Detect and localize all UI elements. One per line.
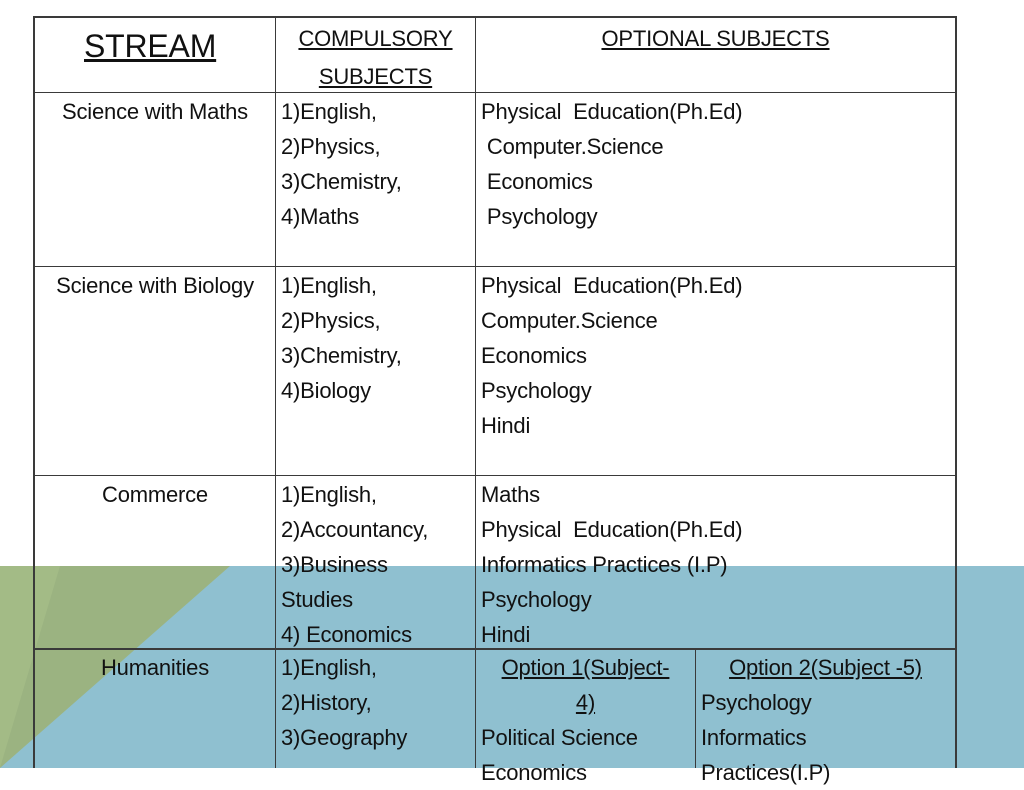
stream-humanities: Humanities xyxy=(100,655,210,680)
option2-item: Practices(I.P) xyxy=(701,760,831,785)
optional-item: Psychology xyxy=(481,587,592,612)
compulsory-item: 1)English, xyxy=(281,273,377,298)
optional-item: Physical Education(Ph.Ed) xyxy=(481,273,743,298)
compulsory-item: 1)English, xyxy=(281,482,377,507)
option1-heading-line1: Option 1(Subject- xyxy=(501,655,670,680)
header-stream: STREAM xyxy=(84,28,217,64)
compulsory-item: 4)Biology xyxy=(281,378,371,403)
compulsory-item: 3)Geography xyxy=(281,725,408,750)
compulsory-item: 4)Maths xyxy=(281,204,360,229)
option1-item: Economics xyxy=(481,760,587,785)
table-row-divider xyxy=(33,92,957,93)
header-optional: OPTIONAL SUBJECTS xyxy=(601,26,830,51)
table-border-right xyxy=(955,16,957,768)
compulsory-item: 2)Physics, xyxy=(281,308,381,333)
option1-heading-line2: 4) xyxy=(575,690,596,715)
optional-item: Physical Education(Ph.Ed) xyxy=(481,517,743,542)
optional-item: Physical Education(Ph.Ed) xyxy=(481,99,743,124)
compulsory-item: 3)Chemistry, xyxy=(281,343,402,368)
table-border-top xyxy=(33,16,957,18)
compulsory-item: 4) Economics xyxy=(281,622,412,647)
option1-item: Political Science xyxy=(481,725,638,750)
compulsory-item: 2)History, xyxy=(281,690,372,715)
optional-item: Psychology xyxy=(481,378,592,403)
stream-science-biology: Science with Biology xyxy=(56,273,254,298)
compulsory-item: Studies xyxy=(281,587,353,612)
optional-item: Hindi xyxy=(481,413,531,438)
compulsory-item: 2)Physics, xyxy=(281,134,381,159)
optional-item: Computer.Science xyxy=(481,134,664,159)
compulsory-item: 3)Business xyxy=(281,552,388,577)
compulsory-item: 2)Accountancy, xyxy=(281,517,429,542)
compulsory-item: 1)English, xyxy=(281,655,377,680)
option2-item: Psychology xyxy=(701,690,812,715)
stream-commerce: Commerce xyxy=(102,482,208,507)
stream-science-maths: Science with Maths xyxy=(62,99,248,124)
optional-item: Economics xyxy=(481,343,587,368)
optional-item: Economics xyxy=(481,169,593,194)
optional-item: Maths xyxy=(481,482,540,507)
compulsory-item: 1)English, xyxy=(281,99,377,124)
compulsory-item: 3)Chemistry, xyxy=(281,169,402,194)
header-compulsory-line1: COMPULSORY xyxy=(298,26,453,51)
option2-item: Informatics xyxy=(701,725,807,750)
optional-item: Psychology xyxy=(481,204,598,229)
table-row-divider xyxy=(33,475,957,476)
option2-heading: Option 2(Subject -5) xyxy=(729,655,922,680)
header-compulsory-line2: SUBJECTS xyxy=(318,64,433,89)
optional-item: Hindi xyxy=(481,622,531,647)
optional-item: Informatics Practices (I.P) xyxy=(481,552,728,577)
optional-item: Computer.Science xyxy=(481,308,658,333)
table-row-divider xyxy=(33,266,957,267)
table-col-divider xyxy=(275,16,276,768)
